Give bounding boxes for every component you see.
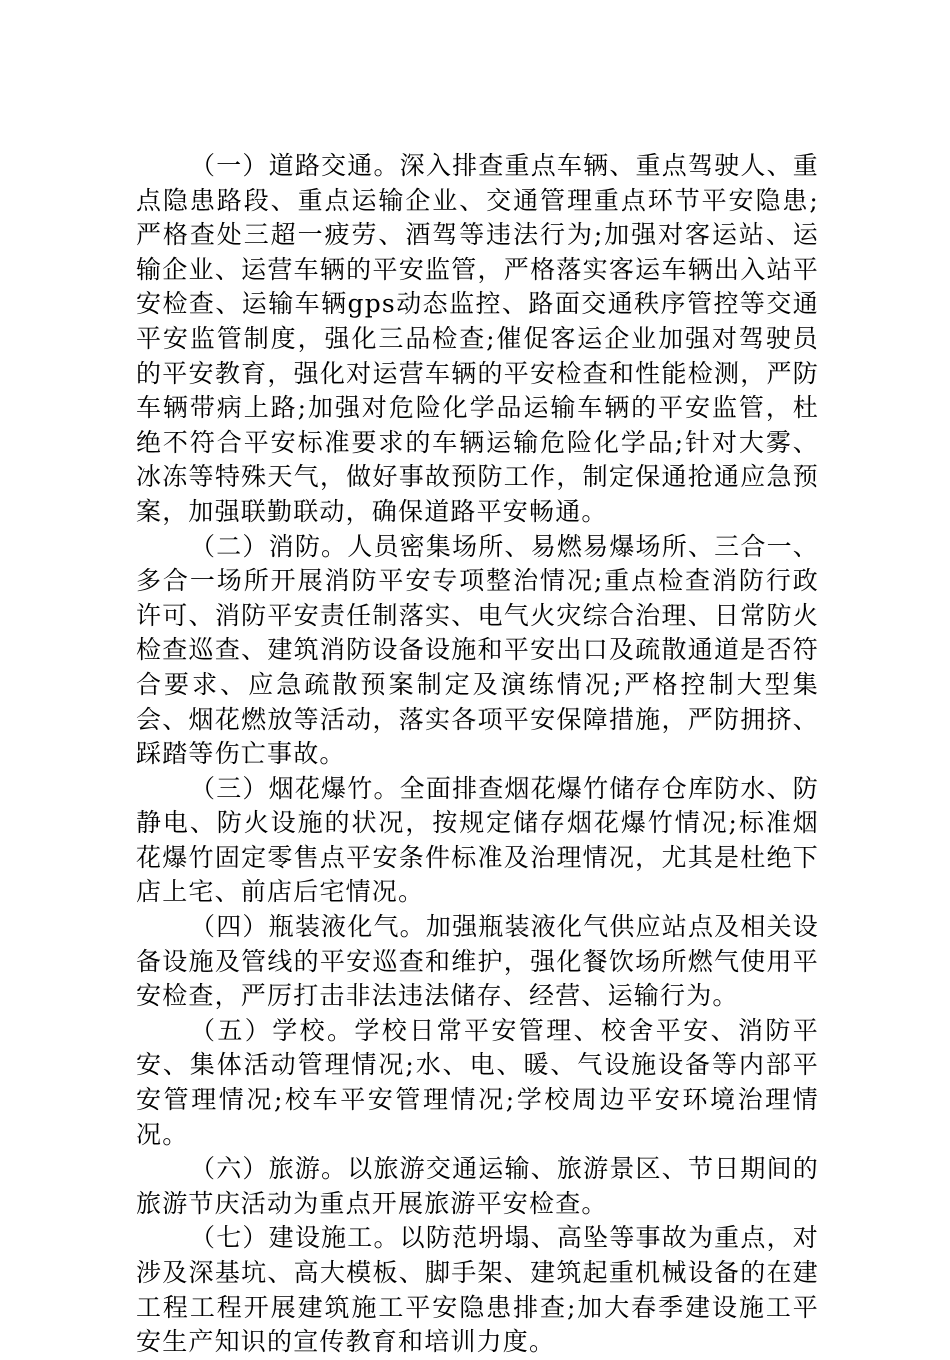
paragraph-fireworks: （三）烟花爆竹。全面排查烟花爆竹储存仓库防水、防静电、防火设施的状况，按规定储存烟花爆竹情况;标准烟花爆竹固定零售点平安条件标准及治理情况，尤其是杜绝下店上宅、前店后宅情况。 [136,773,819,907]
paragraph-tourism: （六）旅游。以旅游交通运输、旅游景区、节日期间的旅游节庆活动为重点开展旅游平安检查。 [136,1154,819,1218]
paragraph-fire-control: （二）消防。人员密集场所、易燃易爆场所、三合一、多合一场所开展消防平安专项整治情况;重点检查消防行政许可、消防平安责任制落实、电气火灾综合治理、日常防火检查巡查、建筑消防设备设施和平安出口及疏散通道是否符合要求、应急疏散预案制定及演练情况;严格控制大型集会、烟花燃放等活动，落实各项平安保障措施，严防拥挤、踩踏等伤亡事故。 [136,531,819,769]
paragraph-construction: （七）建设施工。以防范坍塌、高坠等事故为重点，对涉及深基坑、高大模板、脚手架、建筑起重机械设备的在建工程工程开展建筑施工平安隐患排查;加大春季建设施工平安生产知识的宣传教育和培训力度。 [136,1223,819,1357]
paragraph-schools: （五）学校。学校日常平安管理、校舍平安、消防平安、集体活动管理情况;水、电、暖、气设施设备等内部平安管理情况;校车平安管理情况;学校周边平安环境治理情况。 [136,1015,819,1149]
document-body [136,149,819,1360]
paragraph-bottled-lpg: （四）瓶装液化气。加强瓶装液化气供应站点及相关设备设施及管线的平安巡查和维护，强化餐饮场所燃气使用平安检查，严厉打击非法违法储存、经营、运输行为。 [136,912,819,1011]
paragraph-road-traffic: （一）道路交通。深入排查重点车辆、重点驾驶人、重点隐患路段、重点运输企业、交通管理重点环节平安隐患;严格查处三超一疲劳、酒驾等违法行为;加强对客运站、运输企业、运营车辆的平安监管，严格落实客运车辆出入站平安检查、运输车辆gps动态监控、路面交通秩序管控等交通平安监管制度，强化三品检查;催促客运企业加强对驾驶员的平安教育，强化对运营车辆的平安检查和性能检测，严防车辆带病上路;加强对危险化学品运输车辆的平安监管，杜绝不符合平安标准要求的车辆运输危险化学品;针对大雾、冰冻等特殊天气，做好事故预防工作，制定保通抢通应急预案，加强联勤联动，确保道路平安畅通。 [136,151,819,526]
